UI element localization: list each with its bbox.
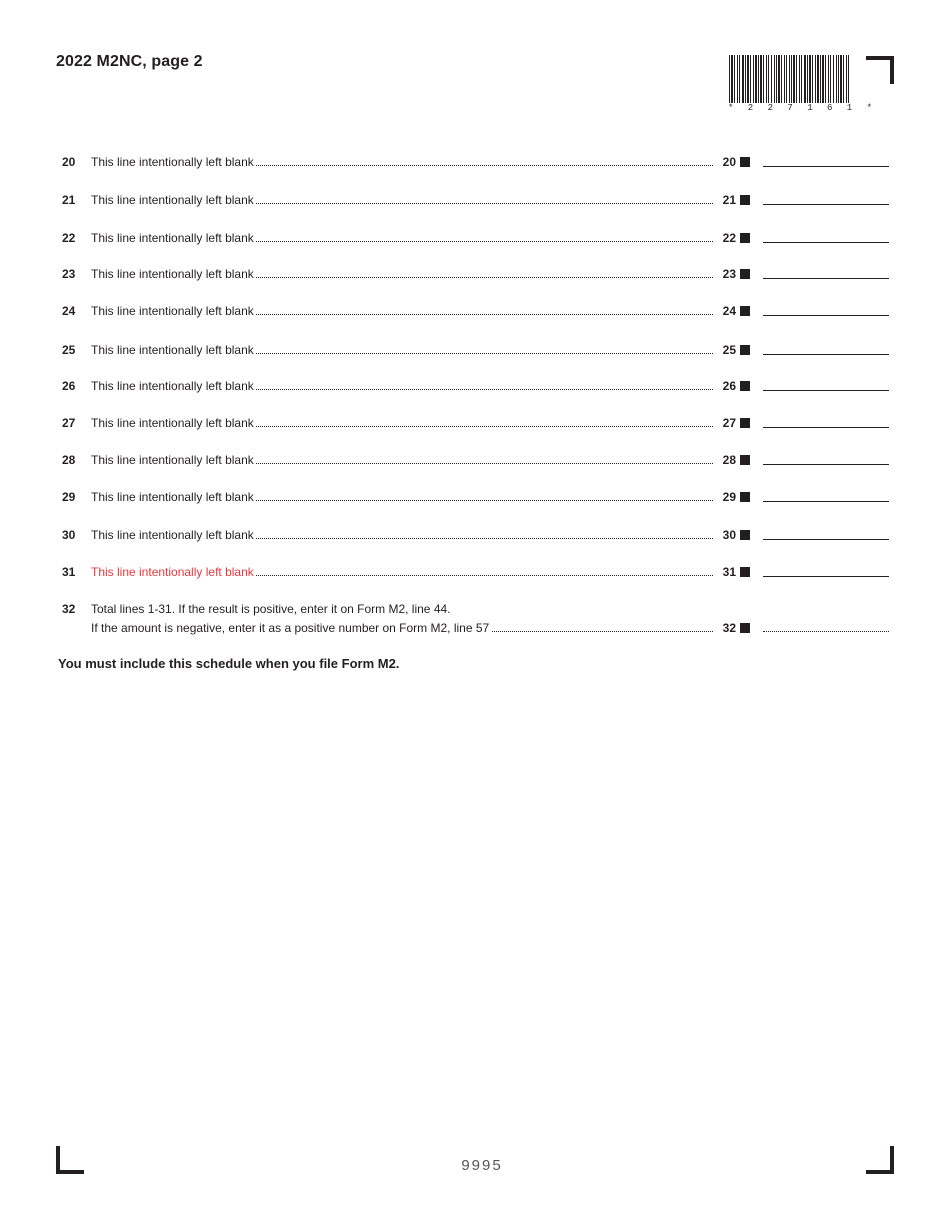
line-number: 27 [62,416,76,430]
line-description: This line intentionally left blank [91,416,254,430]
amount-field-22[interactable] [763,242,889,243]
amount-field-28[interactable] [763,464,889,465]
line-number: 21 [62,193,76,207]
line-reference: 24 [722,304,736,318]
form-line-30 [0,525,950,545]
line-reference: 20 [722,155,736,169]
square-marker-icon [740,418,750,428]
line-number: 23 [62,267,76,281]
line-reference: 29 [722,490,736,504]
line-reference: 23 [722,267,736,281]
line-reference: 26 [722,379,736,393]
form-line-28 [0,450,950,470]
form-line-21 [0,190,950,210]
form-line-24 [0,301,950,321]
square-marker-icon [740,530,750,540]
line-description: This line intentionally left blank [91,155,254,169]
crop-mark-top-right [866,56,894,84]
amount-field-27[interactable] [763,427,889,428]
amount-field-30[interactable] [763,539,889,540]
line-description-1: Total lines 1-31. If the result is positive, enter it on Form M2, line 44. [91,602,451,616]
line-number: 28 [62,453,76,467]
line-description-2: If the amount is negative, enter it as a positive number on Form M2, line 57 [91,621,490,635]
square-marker-icon [740,306,750,316]
form-line-31 [0,562,950,582]
barcode-text: * 2 2 7 1 6 1 * [728,103,877,113]
barcode-image [728,55,850,103]
form-line-25 [0,340,950,360]
square-marker-icon [740,195,750,205]
amount-field-29[interactable] [763,501,889,502]
form-line-23 [0,264,950,284]
square-marker-icon [740,157,750,167]
amount-field-26[interactable] [763,390,889,391]
line-number: 32 [62,602,76,616]
amount-field-31[interactable] [763,576,889,577]
square-marker-icon [740,492,750,502]
amount-field-25[interactable] [763,354,889,355]
amount-field-21[interactable] [763,204,889,205]
line-number: 22 [62,231,76,245]
form-line-22 [0,228,950,248]
amount-field-32[interactable] [763,631,889,632]
line-number: 26 [62,379,76,393]
footer-note: You must include this schedule when you file Form M2. [58,656,400,671]
line-reference: 22 [722,231,736,245]
line-reference: 27 [722,416,736,430]
line-number: 31 [62,565,76,579]
line-reference: 25 [722,343,736,357]
square-marker-icon [740,381,750,391]
line-description: This line intentionally left blank [91,343,254,357]
line-description: This line intentionally left blank [91,379,254,393]
line-number: 29 [62,490,76,504]
form-line-27 [0,413,950,433]
square-marker-icon [740,623,750,633]
line-reference: 31 [722,565,736,579]
form-line-20 [0,152,950,172]
line-description: This line intentionally left blank [91,304,254,318]
line-description: This line intentionally left blank [91,490,254,504]
line-description: This line intentionally left blank [91,453,254,467]
page-title: 2022 M2NC, page 2 [56,53,203,70]
amount-field-24[interactable] [763,315,889,316]
form-line-29 [0,487,950,507]
square-marker-icon [740,269,750,279]
square-marker-icon [740,233,750,243]
line-number: 24 [62,304,76,318]
line-reference: 28 [722,453,736,467]
page-code: 9995 [461,1157,503,1174]
line-number: 30 [62,528,76,542]
amount-field-20[interactable] [763,166,889,167]
line-reference: 32 [722,621,736,635]
line-number: 20 [62,155,76,169]
square-marker-icon [740,567,750,577]
square-marker-icon [740,455,750,465]
line-number: 25 [62,343,76,357]
line-reference: 30 [722,528,736,542]
line-description: This line intentionally left blank [91,528,254,542]
line-description: This line intentionally left blank [91,565,254,579]
form-line-26 [0,376,950,396]
line-description: This line intentionally left blank [91,267,254,281]
square-marker-icon [740,345,750,355]
line-description: This line intentionally left blank [91,193,254,207]
amount-field-23[interactable] [763,278,889,279]
line-reference: 21 [722,193,736,207]
line-description: This line intentionally left blank [91,231,254,245]
form-line-32 [0,601,950,641]
